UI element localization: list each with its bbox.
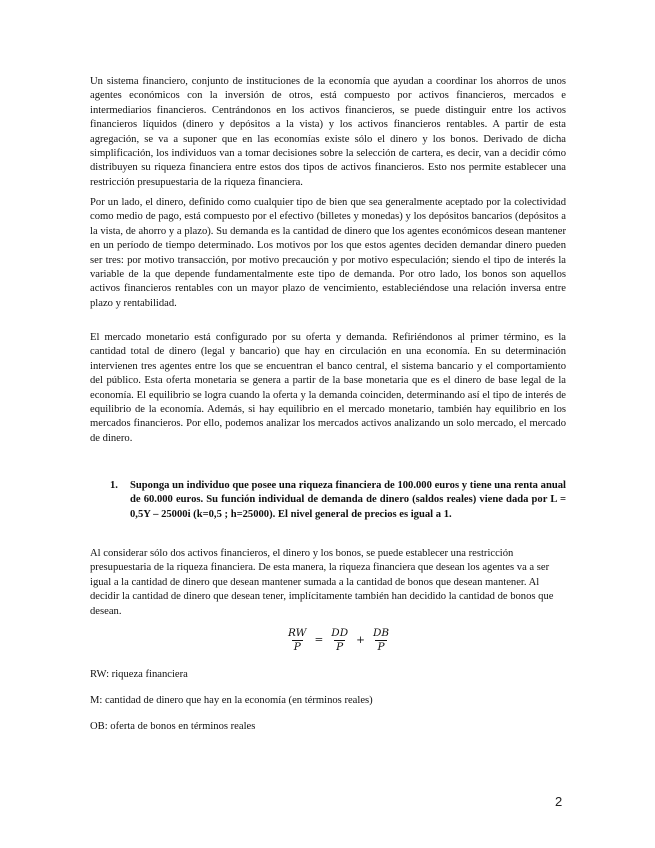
paragraph-financial-system: Un sistema financiero, conjunto de instituciones de la economía que ayudan a coordinar los ahorros de unos agentes económicos con la inversión de otros, está compuesto por activos financieros, mercados e intermediarios financieros. Centrándonos en los activos financieros, se puede distinguir entre los activos financieros líquidos (dinero y depósitos a la vista) y los activos financieros rentables. A partir de esta agregación, se va a suponer que en las economías existe sólo el dinero y los bonos. Derivado de dicha simplificación, los individuos van a tomar decisiones sobre la selección de cartera, es decir, van a decidir cómo distribuyen su riqueza financiera entre estos dos tipos de activos financieros. Esto nos permite establecer una restricción presupuestaria de la riqueza financiera. <box>90 76 566 188</box>
fraction-numerator: DB <box>372 626 390 639</box>
fraction-numerator: RW <box>288 626 307 639</box>
question-number: 1. <box>110 480 118 491</box>
fraction-rw-p <box>286 627 308 654</box>
paragraph-answer: Al considerar sólo dos activos financieros, el dinero y los bonos, se puede establecer una restricción presupuestaria de la riqueza financiera. De esta manera, la riqueza financiera que desean los agentes va a ser igual a la cantidad de dinero que desean mantener sumada a la cantidad de bonos que desean mantener. Al decidir la cantidad de dinero que desean tener, implícitamente también han decidido la cantidad de bonos que desean. <box>90 548 554 617</box>
definition-m: M: cantidad de dinero que hay en la economía (en términos reales) <box>90 695 373 706</box>
paragraph-money-market: El mercado monetario está configurado por su oferta y demanda. Refiriéndonos al primer término, es la cantidad total de dinero (legal y bancario) que hay en circulación en una economía. En su determinación intervienen tres agentes entre los que se encuentran el banco central, el sistema bancario y el comportamiento del público. Esta oferta monetaria se genera a partir de la base monetaria que es el dinero de base legal de la economía. El equilibrio se logra cuando la oferta y la demanda coinciden, determinando así el tipo de interés de equilibrio de la economía. Además, si hay equilibrio en el mercado monetario, también hay equilibrio en los mercados financieros. Por ello, podemos analizar los mercados activos analizando un solo mercado, el mercado de dinero. <box>90 332 566 444</box>
fraction-db-p <box>371 627 391 654</box>
fraction-denominator: P <box>377 640 385 653</box>
budget-constraint-formula <box>284 623 393 657</box>
definition-rw: RW: riqueza financiera <box>90 669 188 680</box>
plus-sign: + <box>356 634 365 646</box>
fraction-dd-p <box>329 627 350 654</box>
page-number: 2 <box>555 794 563 809</box>
question-text: Suponga un individuo que posee una riqueza financiera de 100.000 euros y tiene una renta anual de 60.000 euros. Su función individual de demanda de dinero (saldos reales) viene dada por L = 0,5Y – 25000i (k=0,5 ; h=25000). El nivel general de precios es igual a 1. <box>130 480 566 520</box>
paragraph-money-and-bonds: Por un lado, el dinero, definido como cualquier tipo de bien que sea generalmente aceptado por la colectividad como medio de pago, está compuesto por el efectivo (billetes y monedas) y los depósitos bancarios (depósitos a la vista, de ahorro y a plazo). Su demanda es la cantidad de dinero que los agentes económicos desean mantener en un período de tiempo determinado. Los motivos por los que estos agentes deciden demandar dinero pueden ser tres: por motivo transacción, por motivo precaución y por motivo especulación; siendo el tipo de interés la variable de la que depende fundamentalmente este tipo de demanda. Por otro lado, los bonos son aquellos activos financieros rentables con un mayor plazo de vencimiento, estableciéndose una relación inversa entre plazo y rentabilidad. <box>90 197 566 309</box>
definition-ob: OB: oferta de bonos en términos reales <box>90 721 256 732</box>
fraction-denominator: P <box>336 640 344 653</box>
fraction-denominator: P <box>293 640 301 653</box>
question-item <box>110 479 566 522</box>
fraction-numerator: DD <box>331 626 349 639</box>
equals-sign: = <box>314 634 324 646</box>
